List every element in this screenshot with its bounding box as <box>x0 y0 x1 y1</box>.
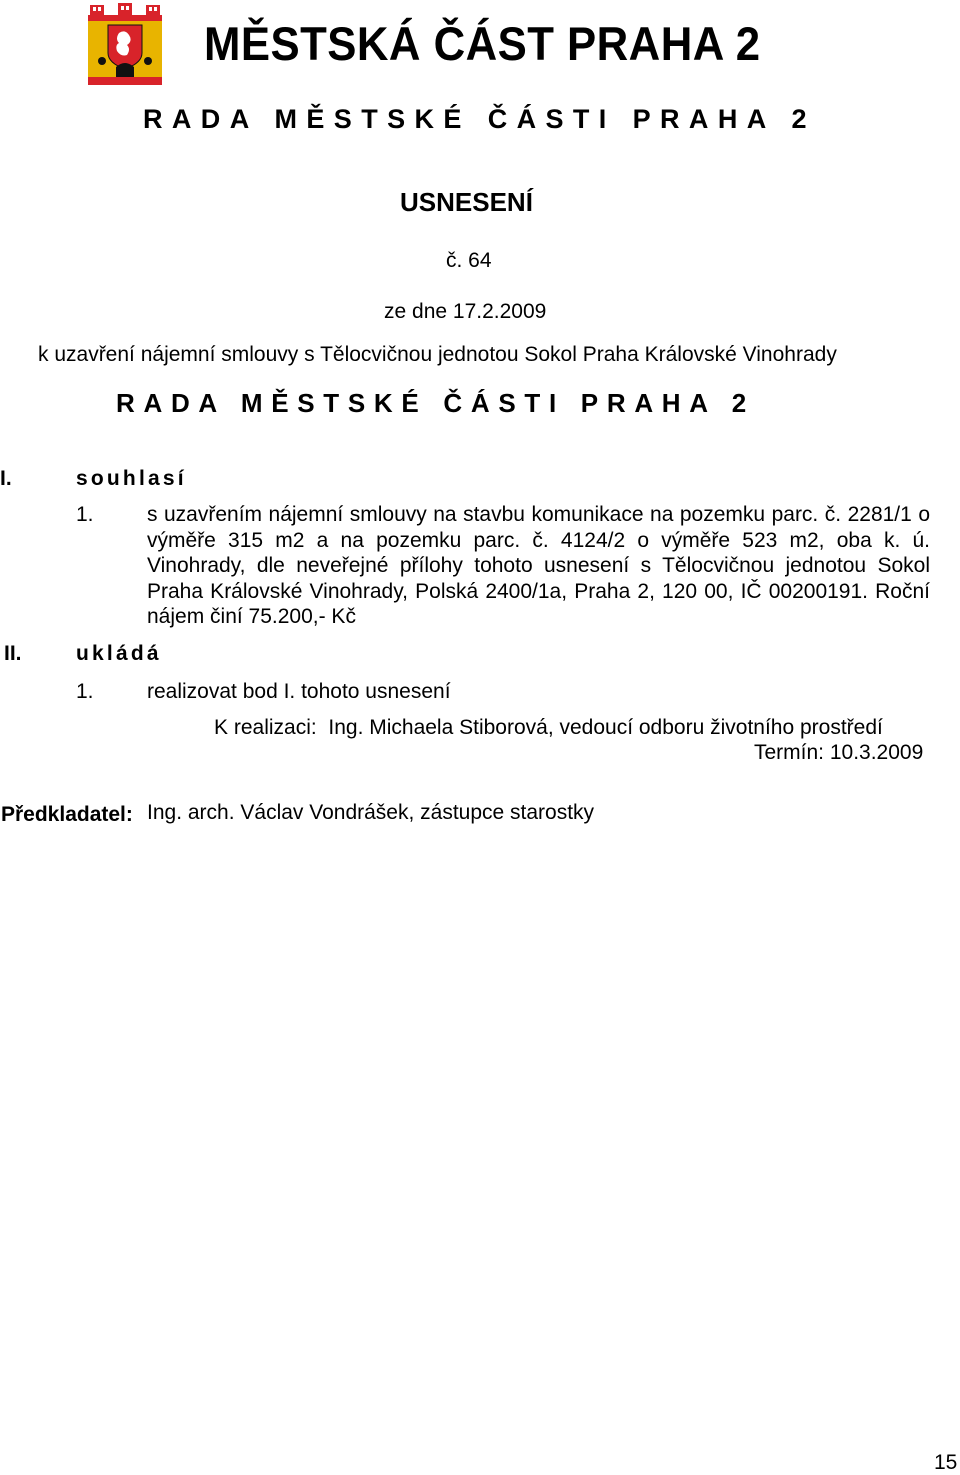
resolution-date: ze dne 17.2.2009 <box>384 300 547 323</box>
council-logo-subtitle: RADA MĚSTSKÉ ČÁSTI PRAHA 2 <box>143 104 816 134</box>
resolution-number: č. 64 <box>446 249 492 272</box>
item-text-lease-agreement: s uzavřením nájemní smlouvy na stavbu komunikace na pozemku parc. č. 2281/1 o výměře 315 m2 a na pozemku parc. č. 4124/2 o výměře 523 m2, oba k. ú. Vinohrady, dle neveřejné přílohy tohoto usnesení s Tělocvičnou jednotou Sokol Praha Královské Vinohrady, Polská 2400/1a, Praha 2, 120 00, IČ 00200191. Roční nájem činí 75.200,- Kč <box>147 503 930 628</box>
deadline: Termín: 10.3.2009 <box>754 741 924 764</box>
item-text-implement: realizovat bod I. tohoto usnesení <box>147 680 451 703</box>
submitter-label: Předkladatel: <box>1 803 133 826</box>
crest-icon <box>86 3 164 87</box>
prague-2-crest-logo <box>86 3 164 87</box>
responsible-person: K realizaci: Ing. Michaela Stiborová, vedoucí odboru životního prostředí <box>214 716 883 739</box>
section-verb-uklada: ukládá <box>76 642 162 665</box>
page-number: 15 <box>934 1451 958 1474</box>
district-logo-title: MĚSTSKÁ ČÁST PRAHA 2 <box>204 17 761 70</box>
council-name: RADA MĚSTSKÉ ČÁSTI PRAHA 2 <box>116 388 755 418</box>
submitter-name: Ing. arch. Václav Vondrášek, zástupce starostky <box>147 801 595 824</box>
section-numeral-2: II. <box>4 642 22 665</box>
resolution-subject: k uzavření nájemní smlouvy s Tělocvičnou jednotou Sokol Praha Královské Vinohrady <box>38 343 837 366</box>
section-verb-souhlasi: souhlasí <box>76 467 187 490</box>
section-numeral-1: I. <box>0 467 12 490</box>
item-number: 1. <box>76 680 94 703</box>
item-number: 1. <box>76 503 94 526</box>
resolution-title: USNESENÍ <box>400 187 533 217</box>
